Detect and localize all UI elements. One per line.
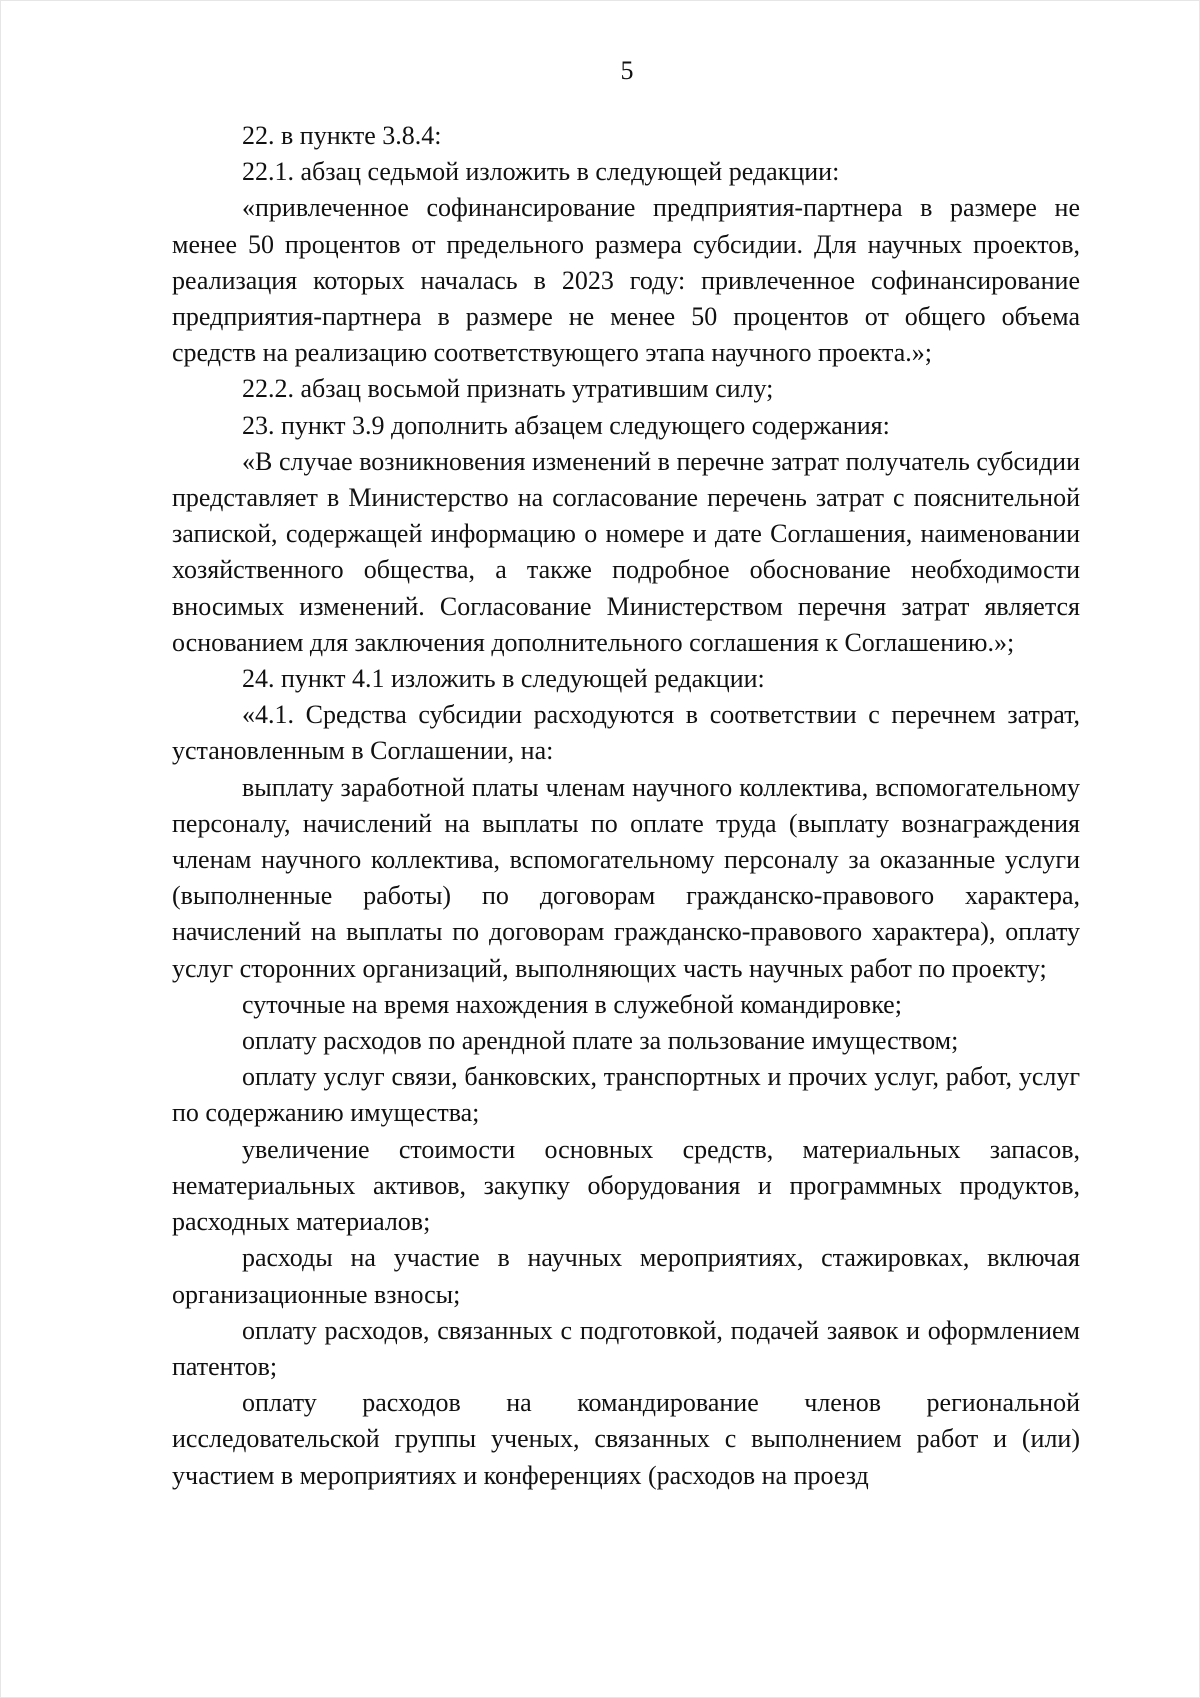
paragraph: суточные на время нахождения в служебной командировке; [242,989,902,1019]
paragraph: оплату расходов, связанных с подготовкой, подачей заявок и оформлением патентов; [172,1315,1080,1381]
paragraph: 22. в пункте 3.8.4: [242,121,442,150]
paragraph: расходы на участие в научных мероприятиях, стажировках, включая организационные взносы; [172,1243,1080,1309]
paragraph: 24. пункт 4.1 изложить в следующей редакции: [242,664,765,694]
paragraph: «4.1. Средства субсидии расходуются в соответствии с перечнем затрат, установленным в Соглашении, на: [172,700,1080,766]
paragraph: 22.2. абзац восьмой признать утратившим силу; [242,374,774,404]
paragraph: оплату услуг связи, банковских, транспортных и прочих услуг, работ, услуг по содержанию имущества; [172,1062,1080,1128]
page-number: 5 [620,56,634,85]
paragraph: выплату заработной платы членам научного коллектива, вспомогательному персоналу, начислений на выплаты по оплате труда (выплату вознаграждения членам научного коллектива, вспомогательному персоналу за оказанные услуги (выполненные работы) по договорам гражданско-правового характера, начислений на выплаты по договорам гражданско-правового характера), оплату услуг сторонних организаций, выполняющих часть научных работ по проекту; [172,772,1080,983]
paragraph: «привлеченное софинансирование предприятия-партнера в размере не менее 50 процентов от предельного размера субсидии. Для научных проектов, реализация которых началась в 2023 году: привлеченное софинансирование предприятия-партнера в размере не менее 50 процентов от общего объема средств на реализацию соответствующего этапа научного проекта.»; [172,193,1080,368]
paragraph: «В случае возникновения изменений в перечне затрат получатель субсидии представляет в Министерство на согласование перечень затрат с пояснительной запиской, содержащей информацию о номере и дате Соглашения, наименовании хозяйственного общества, а также подробное обоснование необходимости вносимых изменений. Согласование Министерством перечня затрат является основанием для заключения дополнительного соглашения к Соглашению.»; [172,446,1080,657]
paragraph: 22.1. абзац седьмой изложить в следующей редакции: [242,157,840,187]
paragraph: увеличение стоимости основных средств, материальных запасов, нематериальных активов, закупку оборудования и программных продуктов, расходных материалов; [172,1134,1080,1237]
paragraph: оплату расходов по арендной плате за пользование имуществом; [242,1026,959,1056]
paragraph: 23. пункт 3.9 дополнить абзацем следующего содержания: [242,410,890,440]
document-body [172,118,1080,1494]
paragraph: оплату расходов на командирование членов региональной исследовательской группы ученых, связанных с выполнением работ и (или) участием в мероприятиях и конференциях (расходов на проезд [172,1388,1080,1490]
